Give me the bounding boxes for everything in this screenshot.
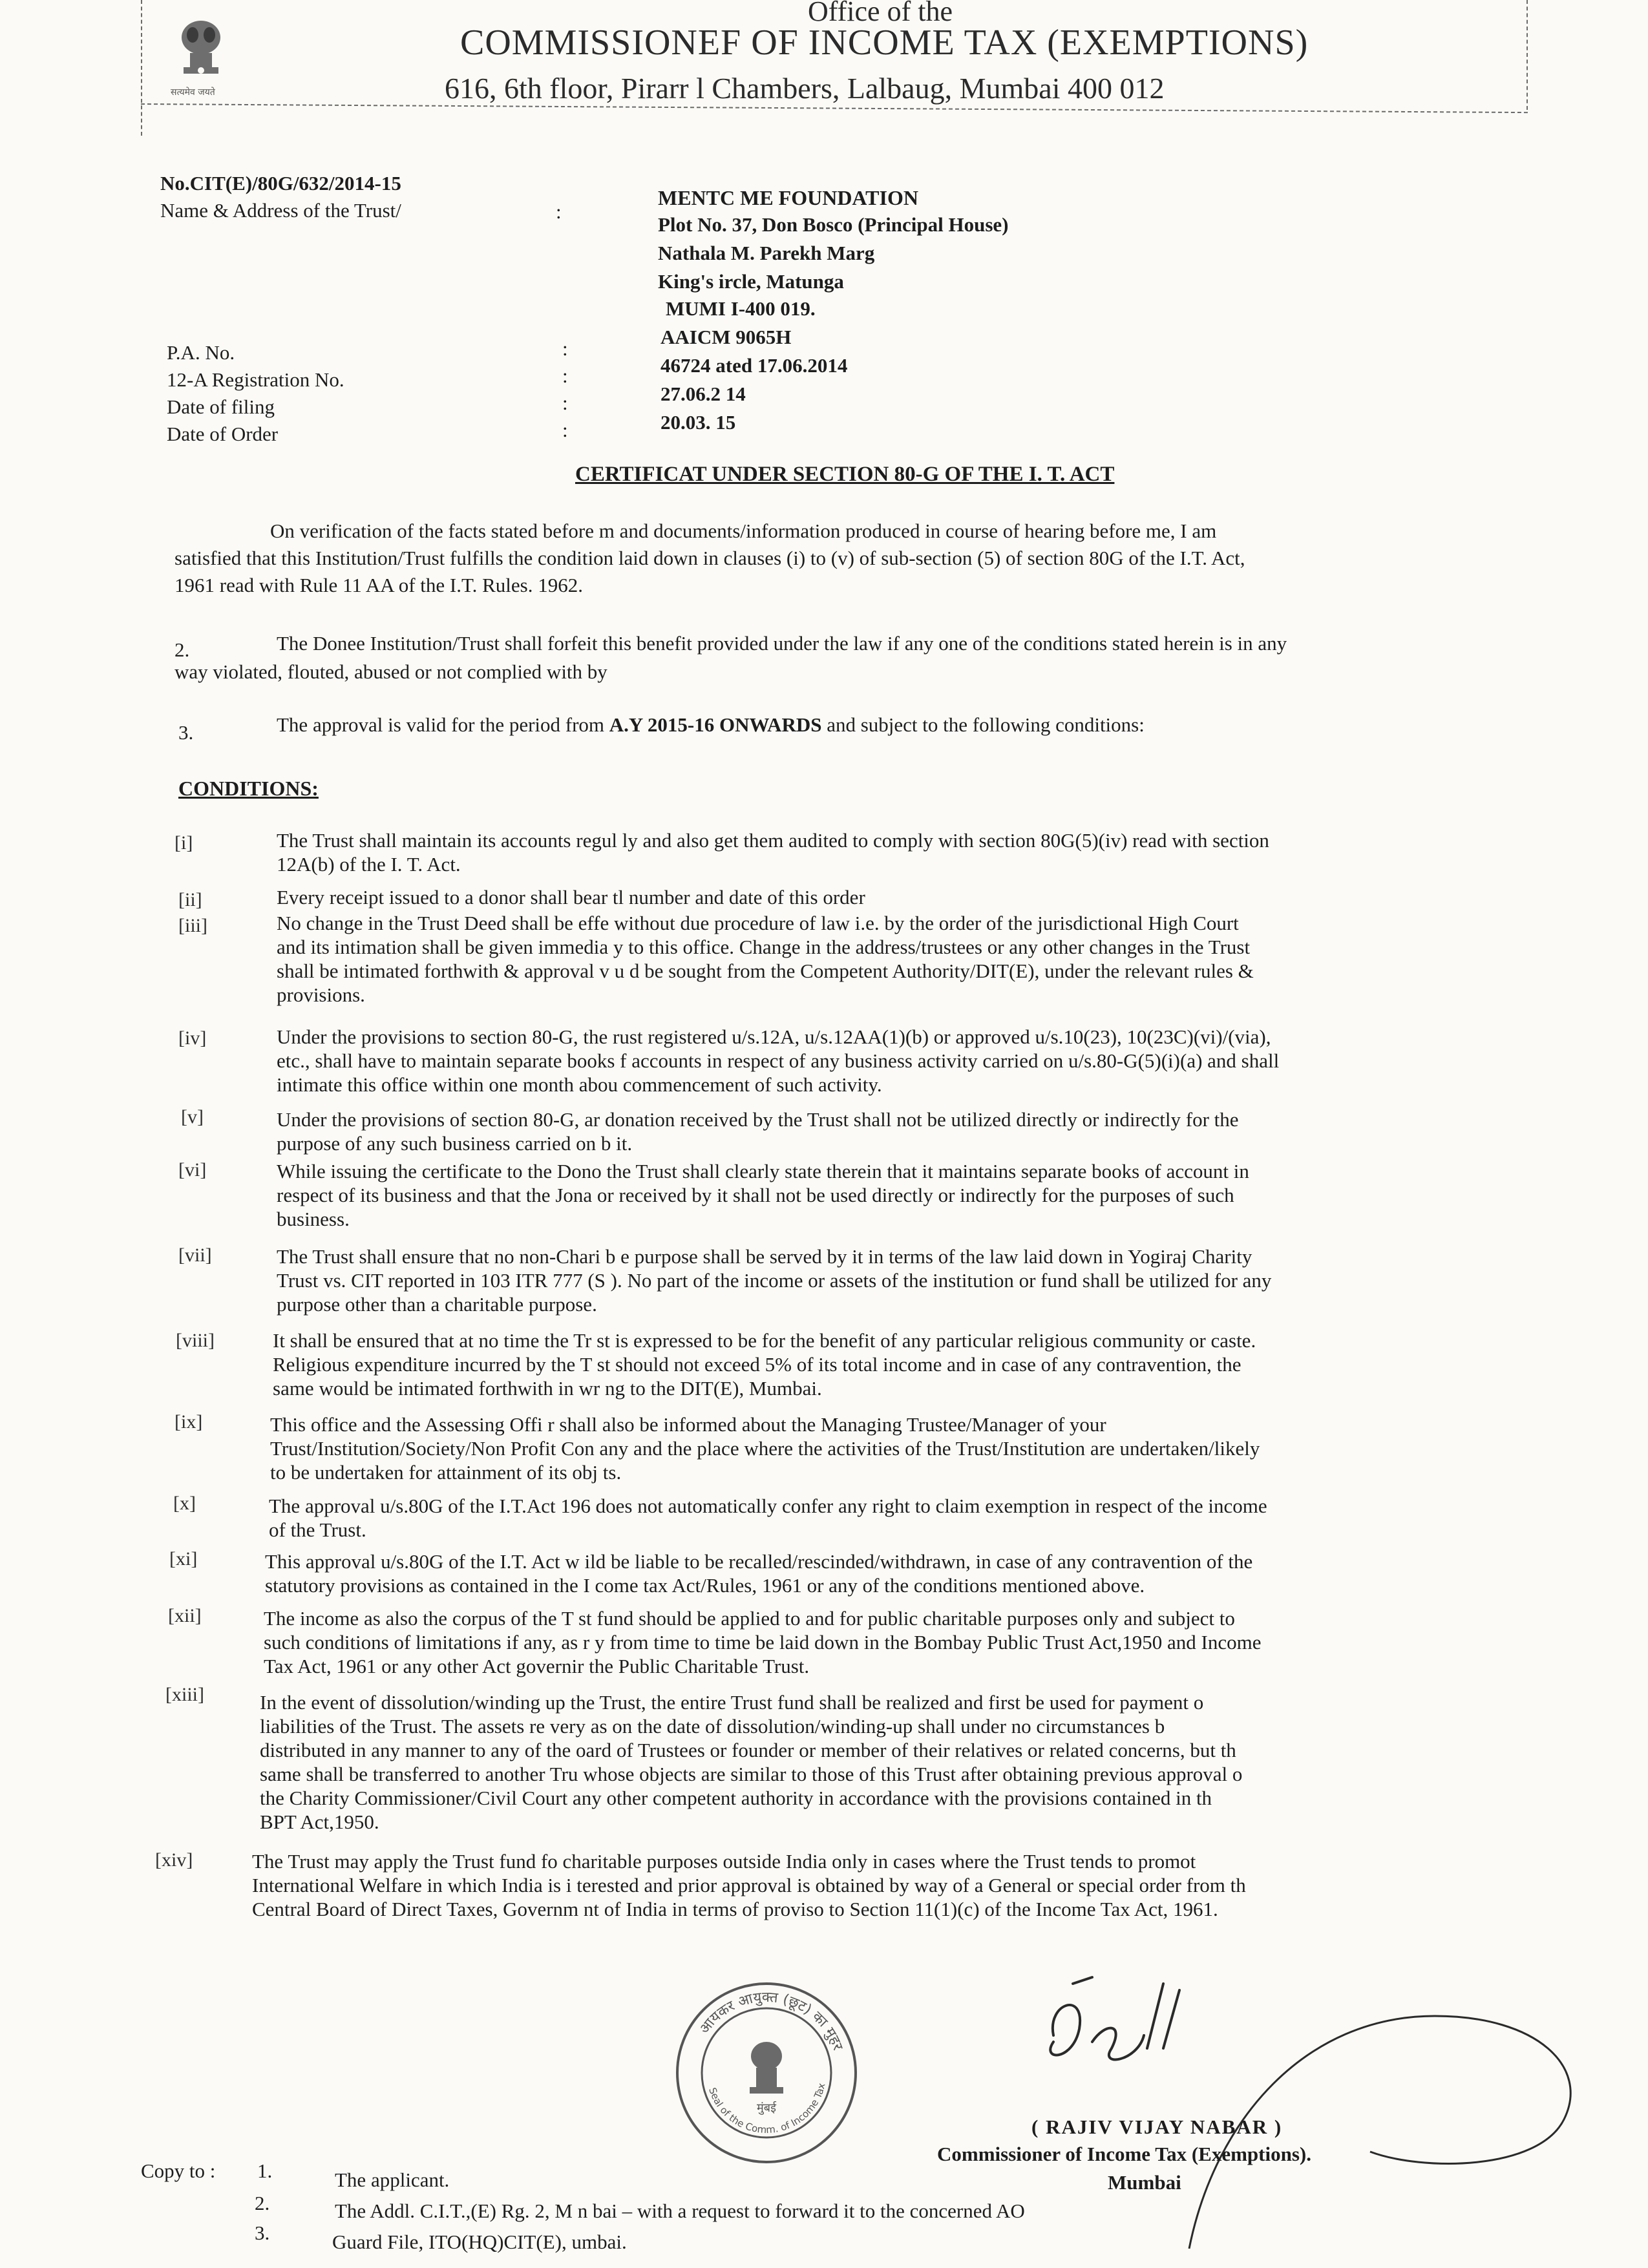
para3-number: 3. bbox=[178, 721, 194, 744]
trust-address-line-1: Plot No. 37, Don Bosco (Principal House) bbox=[658, 213, 1009, 236]
condition-text: In the event of dissolution/winding up the Trust, the entire Trust fund shall be realized and first be used for payment o liabilities of the Trust. The assets re very as on the date of dissolution/winding-up shall under no circumstances b distributed in any manner to any of the oard of Trustees or founder or member of their relatives or related concerns, but th same shall be transferred to another Tru whose objects are similar to those of this Trust after obtaining previous approval o the Charity Commissioner/Civil Court any other competent authority in accordance with the provisions contained in th BPT Act,1950. bbox=[260, 1691, 1243, 1833]
copy-item-text: The applicant. bbox=[335, 2168, 450, 2191]
condition-text: The Trust shall maintain its accounts regul ly and also get them audited to comply with section 80G(5)(iv) read with section 12A(b) of the I. T. Act. bbox=[277, 829, 1269, 876]
office-title: COMMISSIONEF OF INCOME TAX (EXEMPTIONS) bbox=[460, 23, 1309, 63]
trust-address-line-3: King's ircle, Matunga bbox=[658, 270, 844, 293]
signatory-city: Mumbai bbox=[1108, 2171, 1181, 2194]
para2-number: 2. bbox=[174, 638, 190, 661]
para1-line1: On verification of the facts stated before m and documents/information produced in course of hearing before me, I am bbox=[270, 520, 1217, 542]
letterhead-bottom-border bbox=[141, 103, 1528, 113]
reg-colon: : bbox=[562, 364, 568, 387]
certificate-title: CERTIFICAT UNDER SECTION 80-G OF THE I. T. ACT bbox=[575, 463, 1115, 486]
trust-name: MENTC ME FOUNDATION bbox=[658, 186, 918, 209]
condition-text: The income as also the corpus of the T st fund should be applied to and for public charitable purposes only and subject to such conditions of limitations if any, as r y from time to time be laid down in the Bombay Public Trust Act,1950 and Income Tax Act, 1961 or any other Act governir the Public Charitable Trust. bbox=[264, 1607, 1262, 1677]
condition-number: [iv] bbox=[178, 1027, 207, 1049]
office-address: 616, 6th floor, Pirarr l Chambers, Lalbaug, Mumbai 400 012 bbox=[445, 72, 1165, 105]
para3-text-c: and subject to the following conditions: bbox=[821, 713, 1145, 736]
condition-number: [vii] bbox=[178, 1244, 212, 1266]
pa-colon: : bbox=[562, 337, 568, 360]
condition-number: [xiv] bbox=[155, 1849, 193, 1871]
condition-text: Under the provisions to section 80-G, the rust registered u/s.12A, u/s.12AA(1)(b) or approved u/s.10(23), 10(23C)(vi)/(via), etc., shall have to maintain separate books f accounts in respect of any business activity carried on u/s.80-G(5)(i)(a) and shall intimate this office within one month abou commencement of such activity. bbox=[277, 1025, 1280, 1096]
para3-validity: A.Y 2015-16 ONWARDS bbox=[609, 713, 822, 736]
condition-text: The Trust shall ensure that no non-Chari b e purpose shall be served by it in terms of the law laid down in Yogiraj Charity Trust vs. CIT reported in 103 ITR 777 (S ). No part of the income or assets of the institution or fund shall be utilized for any purpose other than a charitable purpose. bbox=[277, 1245, 1272, 1316]
para1-line2: satisfied that this Institution/Trust fulfills the condition laid down in clauses (i) to (v) of sub-section (5) of section 80G of the I.T. Act, bbox=[174, 547, 1245, 569]
filing-label: Date of filing bbox=[167, 395, 275, 418]
trust-registration: 46724 ated 17.06.2014 bbox=[660, 354, 848, 377]
letterhead-left-border bbox=[141, 0, 142, 136]
reg-label: 12-A Registration No. bbox=[167, 368, 344, 391]
letterhead-right-border bbox=[1527, 0, 1528, 110]
condition-text: The Trust may apply the Trust fund fo charitable purposes outside India only in cases where the Trust tends to promot International Welfare in which India is i terested and prior approval is obtained by way of a General or special order from th Central Board of Direct Taxes, Governm nt of India in terms of proviso to Section 11(1)(c) of the Income Tax Act, 1961. bbox=[252, 1850, 1246, 1920]
seal-icon bbox=[670, 1976, 863, 2170]
name-colon: : bbox=[556, 200, 562, 223]
national-emblem bbox=[159, 12, 243, 109]
seal-outer-text: आयकर आयुक्त (छूट) का मुहर bbox=[696, 1989, 846, 2053]
condition-text: It shall be ensured that at no time the Tr st is expressed to be for the benefit of any particular religious community or caste. Religious expenditure incurred by the T st should not exceed 5% of its total income and in case of any contravention, the same would be intimated forthwith in wr ng to the DIT(E), Mumbai. bbox=[273, 1329, 1256, 1400]
official-seal bbox=[670, 1976, 863, 2170]
order-colon: : bbox=[562, 419, 568, 441]
signatory-name: ( RAJIV VIJAY NABAR ) bbox=[1031, 2116, 1283, 2138]
condition-number: [xi] bbox=[169, 1548, 198, 1570]
copy-item-number: 1. bbox=[257, 2159, 273, 2182]
reference-number: No.CIT(E)/80G/632/2014-15 bbox=[160, 172, 401, 194]
filing-colon: : bbox=[562, 392, 568, 414]
condition-text: This approval u/s.80G of the I.T. Act w ild be liable to be recalled/rescinded/withdrawn, in case of any contravention of the statutory provisions as contained in the I come tax Act/Rules, 1961 or any of the conditions mentioned above. bbox=[265, 1550, 1253, 1597]
condition-text: The approval u/s.80G of the I.T.Act 196 does not automatically confer any right to claim exemption in respect of the income of the Trust. bbox=[269, 1495, 1267, 1541]
signatory-designation: Commissioner of Income Tax (Exemptions). bbox=[937, 2143, 1311, 2165]
trust-address-line-2: Nathala M. Parekh Marg bbox=[658, 242, 875, 264]
para3-line bbox=[277, 715, 1145, 735]
condition-text: Every receipt issued to a donor shall bear tl number and date of this order bbox=[277, 886, 865, 908]
copy-item-number: 2. bbox=[255, 2192, 270, 2214]
condition-number: [x] bbox=[173, 1493, 196, 1514]
condition-number: [xii] bbox=[168, 1605, 202, 1626]
seal-center-text: मुंबई bbox=[757, 2101, 776, 2115]
trust-order-date: 20.03. 15 bbox=[660, 411, 736, 434]
trust-name-label: Name & Address of the Trust/ bbox=[160, 199, 401, 222]
trust-pan: AAICM 9065H bbox=[660, 326, 792, 348]
condition-number: [i] bbox=[174, 832, 193, 854]
para2-line1: The Donee Institution/Trust shall forfeit this benefit provided under the law if any one of the conditions stated herein is in any bbox=[277, 632, 1287, 655]
para1-line3: 1961 read with Rule 11 AA of the I.T. Rules. 1962. bbox=[174, 574, 583, 596]
condition-text: While issuing the certificate to the Dono the Trust shall clearly state therein that it maintains separate books of account in respect of its business and that the Jona or received by it shall not be used directly or indirectly for the purposes of such business. bbox=[277, 1160, 1249, 1230]
condition-number: [iii] bbox=[178, 915, 207, 936]
seal-inner-text: Seal of the Comm. of Income Tax bbox=[706, 2082, 828, 2136]
copy-item-text: The Addl. C.I.T.,(E) Rg. 2, M n bai – with a request to forward it to the concerned AO bbox=[335, 2200, 1025, 2222]
conditions-heading: CONDITIONS: bbox=[178, 777, 319, 800]
copy-item-text: Guard File, ITO(HQ)CIT(E), umbai. bbox=[332, 2231, 627, 2253]
condition-number: [vi] bbox=[178, 1159, 207, 1181]
trust-address-line-4: MUMI I-400 019. bbox=[666, 297, 816, 320]
emblem-caption: सत्यमेव जयते bbox=[171, 87, 215, 98]
condition-text: This office and the Assessing Offi r shall also be informed about the Managing Trustee/Manager of your Trust/Institution/Society/Non Profit Con any and the place where the activities of the Trust/Institution are undertaken/likely to be undertaken for attainment of its obj ts. bbox=[270, 1413, 1260, 1484]
para3-text-a: The approval is valid for the period from bbox=[277, 713, 609, 736]
condition-text: No change in the Trust Deed shall be effe without due procedure of law i.e. by the order of the jurisdictional High Court and its intimation shall be given immedia y to this office. Change in the address/trustees or any other changes in the Trust shall be intimated forthwith & approval v u d be sought from the Competent Authority/DIT(E), under the relevant rules & provisions. bbox=[277, 912, 1254, 1006]
trust-filing-date: 27.06.2 14 bbox=[660, 383, 746, 405]
copy-to-label: Copy to : bbox=[141, 2159, 216, 2182]
condition-text: Under the provisions of section 80-G, ar donation received by the Trust shall not be utilized directly or indirectly for the purpose of any such business carried on b it. bbox=[277, 1108, 1239, 1155]
para2-line2: way violated, flouted, abused or not complied with by bbox=[174, 660, 607, 683]
condition-number: [viii] bbox=[176, 1330, 215, 1351]
office-line: Office of the bbox=[808, 0, 953, 27]
order-label: Date of Order bbox=[167, 423, 279, 445]
condition-number: [ii] bbox=[178, 889, 202, 910]
condition-number: [v] bbox=[181, 1106, 204, 1128]
pa-label: P.A. No. bbox=[167, 341, 235, 364]
copy-item-number: 3. bbox=[255, 2221, 270, 2244]
condition-number: [xiii] bbox=[165, 1684, 204, 1705]
condition-number: [ix] bbox=[174, 1411, 203, 1433]
